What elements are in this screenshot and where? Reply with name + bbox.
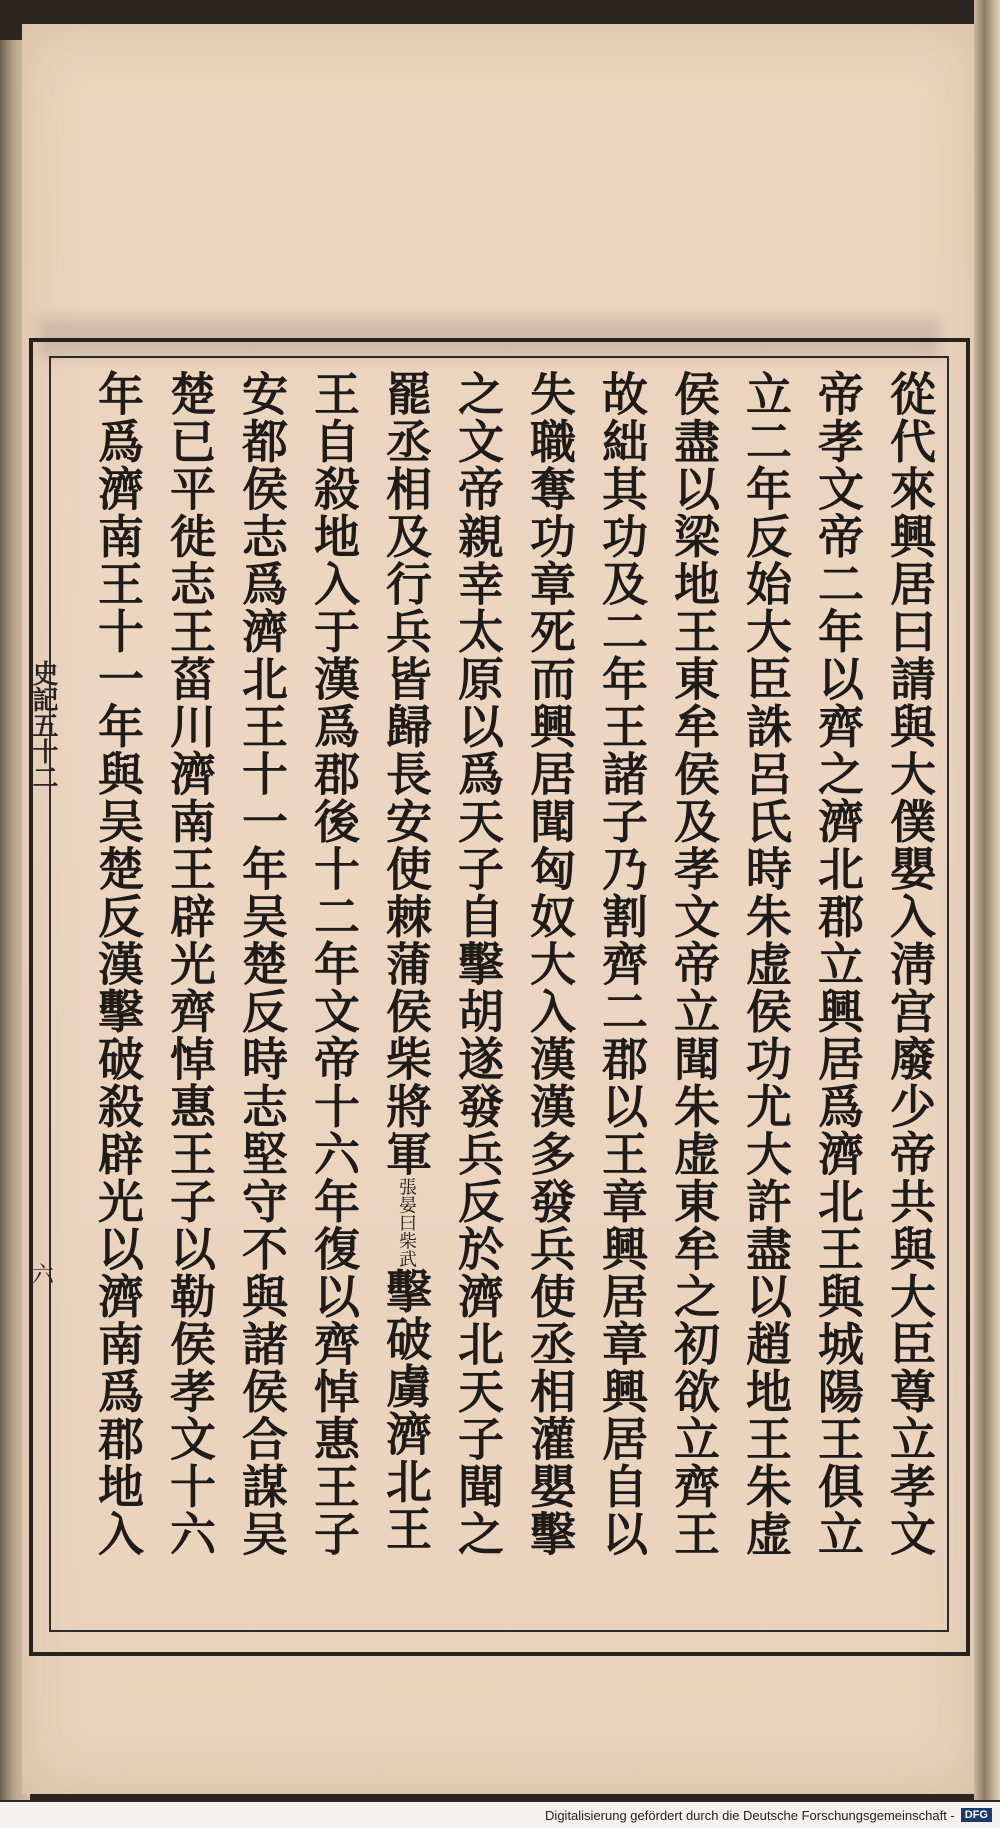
text-column-5: 故絀其功及二年王諸子乃割齊二郡以王章興居章興居自以 xyxy=(595,370,649,1558)
footer-credit: Digitalisierung gefördert durch die Deutsche Forschungsgemeinschaft - xyxy=(545,1807,955,1823)
text-column-11: 楚已平徙志王菑川濟南王辟光齊悼惠王子以勒侯孝文十六 xyxy=(163,370,217,1558)
text-column-12: 年爲濟南王十一年與吴楚反漢擊破殺辟光以濟南爲郡地入 xyxy=(91,370,145,1558)
text-column-8-tail: 擊破虜濟北王 xyxy=(379,1267,433,1553)
margin-book-title: 史記五十二 xyxy=(28,660,58,790)
text-column-6: 失職奪功章死而興居聞匈奴大入漢漢多發兵使丞相灌嬰擊 xyxy=(523,370,577,1558)
text-column-8 xyxy=(376,370,436,1620)
text-column-9: 王自殺地入于漢爲郡後十二年文帝十六年復以齊悼惠王子 xyxy=(307,370,361,1558)
text-column-1: 從代來興居曰請與大僕嬰入淸宫廢少帝共與大臣尊立孝文 xyxy=(883,370,937,1558)
text-column-8-main: 罷丞相及行兵皆歸長安使棘蒲侯柴將軍 xyxy=(379,370,433,1178)
text-column-3: 立二年反始大臣誅呂氏時朱虚侯功尤大許盡以趙地王朱虚 xyxy=(739,370,793,1558)
commentary-note-left: 柴武 xyxy=(396,1231,417,1268)
digitization-footer xyxy=(0,1802,1000,1828)
text-column-2: 帝孝文帝二年以齊之濟北郡立興居爲濟北王與城陽王俱立 xyxy=(811,370,865,1558)
commentary-note xyxy=(396,1178,417,1268)
text-column-7: 之文帝親幸太原以爲天子自擊胡遂發兵反於濟北天子聞之 xyxy=(451,370,505,1558)
text-column-4: 侯盡以梁地王東牟侯及孝文帝立聞朱虚東牟之初欲立齊王 xyxy=(667,370,721,1558)
folio-number: 六 xyxy=(31,1263,54,1288)
text-column-10: 安都侯志爲濟北王十一年吴楚反時志堅守不與諸侯合謀吴 xyxy=(235,370,289,1558)
dfg-logo: DFG xyxy=(961,1808,992,1822)
commentary-note-right: 張晏曰 xyxy=(396,1177,417,1232)
next-page-edge xyxy=(974,0,1000,1800)
